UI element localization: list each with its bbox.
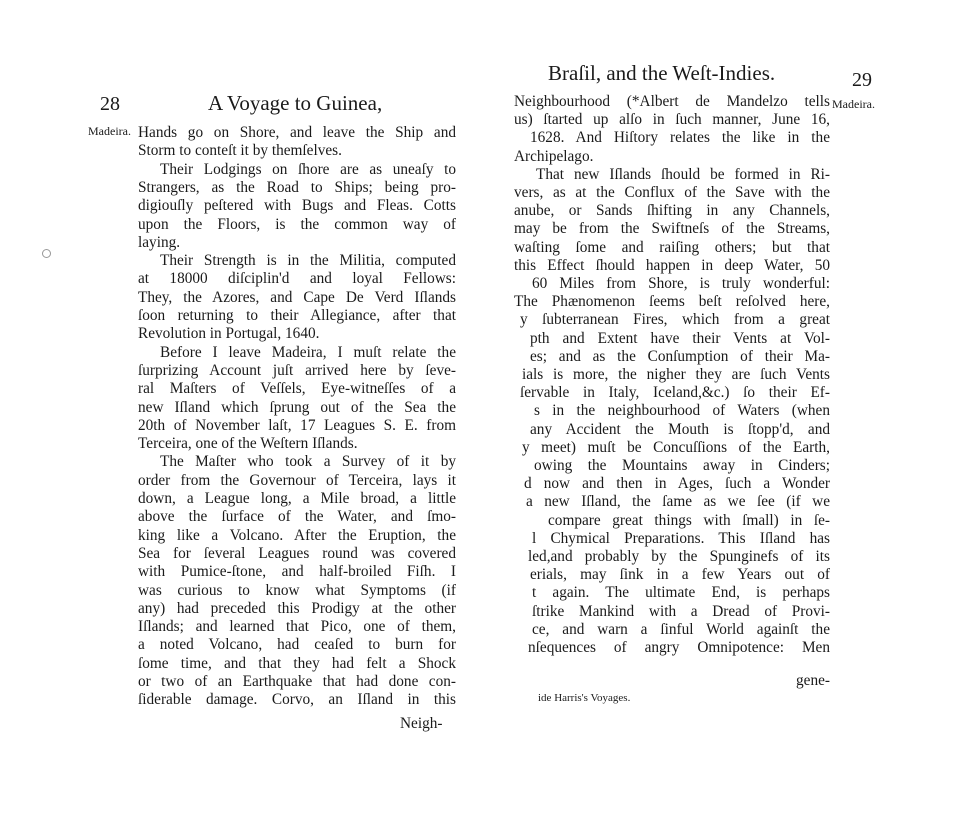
text-line: Terceira, one of the Weſtern Iſlands.	[138, 435, 358, 453]
text-line: s in the neighbourhood of Waters (when	[534, 402, 830, 420]
text-line: new Iſland which ſprung out of the Sea the	[138, 398, 456, 416]
text-line: may be from the Swiftneſs of the Streams,	[514, 220, 830, 238]
text-line: ſome time, and that they had felt a Shock	[138, 654, 456, 672]
text-line: laying.	[138, 233, 181, 251]
text-line: compare great things with ſmall) in ſe-	[548, 511, 830, 529]
text-line: at 18000 diſciplin'd and loyal Fellows:	[138, 270, 456, 288]
text-line: ral Maſters of Veſſels, Eye-witneſſes of a	[138, 380, 456, 398]
text-line: Before I leave Madeira, I muſt relate the	[160, 343, 456, 361]
margin-hole-mark	[42, 249, 51, 258]
running-head: Braſil, and the Weſt-Indies.	[548, 61, 776, 85]
text-line: any) had preceded this Prodigy at the other	[138, 599, 456, 617]
text-line: They, the Azores, and Cape De Verd Iſlands	[138, 288, 456, 306]
page-number: 29	[852, 69, 872, 91]
text-line: king like a Volcano. After the Eruption, the	[138, 526, 456, 544]
text-line: ſervable in Italy, Iceland,&c.) ſo their Ef-	[520, 384, 830, 402]
text-line: pth and Extent have their Vents at Vol-	[530, 329, 830, 347]
text-line: us) ſtarted up alſo in ſuch manner, June 16,	[514, 111, 830, 129]
text-line: Strangers, as the Road to Ships; being pro-	[138, 178, 456, 196]
text-line: The Maſter who took a Survey of it by	[160, 453, 456, 471]
text-line: Revolution in Portugal, 1640.	[138, 325, 320, 343]
text-line: 20th of November laſt, 17 Leagues S. E. from	[138, 416, 456, 434]
text-line: l Chymical Preparations. This Iſland has	[532, 529, 830, 547]
text-line: a noted Volcano, had ceaſed to burn for	[138, 636, 456, 654]
text-line: The Phænomenon ſeems beſt reſolved here,	[514, 293, 830, 311]
text-line: was curious to know what Symptoms (if	[138, 581, 456, 599]
text-line: d now and then in Ages, ſuch a Wonder	[524, 475, 830, 493]
catchword: gene-	[796, 672, 830, 689]
text-line: a new Iſland, the ſame as we ſee (if we	[526, 493, 830, 511]
right-page	[490, 0, 980, 833]
text-line: any Accident the Mouth is ſtopp'd, and	[530, 420, 830, 438]
text-line: 60 Miles from Shore, is truly wonderful:	[532, 275, 830, 292]
margin-note: Madeira.	[88, 124, 131, 138]
text-line: upon the Floors, is the common way of	[138, 215, 456, 233]
text-line: ſiderable damage. Corvo, an Iſland in this	[138, 691, 456, 709]
text-line: Sea for ſeveral Leagues round was covered	[138, 544, 456, 562]
page-number: 28	[100, 93, 120, 115]
footnote: ide Harris's Voyages.	[538, 692, 631, 704]
text-line: ce, and warn a ſinful World againſt the	[532, 620, 830, 638]
margin-note: Madeira.	[832, 97, 875, 111]
text-line: down, a League long, a Mile broad, a little	[138, 490, 456, 507]
text-line: with Pumice-ſtone, and half-broiled Fiſh. I	[138, 563, 456, 581]
text-line: ſurprizing Account juſt arrived here by ſeve-	[138, 361, 456, 379]
text-line: Their Lodgings on ſhore are as uneaſy to	[160, 160, 456, 178]
text-line: Their Strength is in the Militia, computed	[160, 252, 456, 270]
text-line: owing the Mountains away in Cinders;	[534, 457, 830, 474]
text-line: ſoon returning to their Allegiance, after that	[138, 307, 456, 324]
catchword: Neigh-	[400, 715, 443, 732]
text-line: Neighbourhood (*Albert de Mandelzo tells	[514, 93, 830, 110]
text-line: anube, or Sands ſhifting in any Channels,	[514, 202, 830, 220]
running-head: A Voyage to Guinea,	[208, 91, 383, 115]
text-line: Hands go on Shore, and leave the Ship and	[138, 124, 456, 141]
text-line: this Effect ſhould happen in deep Water, 50	[514, 256, 830, 274]
text-line: 1628. And Hiſtory relates the like in the	[530, 129, 830, 147]
text-line: vers, as at the Conflux of the Save with the	[514, 184, 830, 201]
text-line: or two of an Earthquake that had done con-	[138, 673, 456, 690]
text-line: ſtrike Mankind with a Dread of Provi-	[532, 602, 830, 620]
text-line: erials, may ſink in a few Years out of	[530, 566, 830, 584]
text-line: ials is more, the nigher they are ſuch Vents	[522, 366, 830, 383]
text-line: That new Iſlands ſhould be formed in Ri-	[536, 165, 830, 183]
text-line: order from the Governour of Terceira, lays it	[138, 471, 456, 489]
text-line: Iſlands; and learned that Pico, one of them,	[138, 618, 456, 636]
text-line: Archipelago.	[514, 147, 594, 165]
text-line: above the ſurface of the Water, and ſmo-	[138, 508, 456, 526]
text-line: led,and probably by the Spunginefs of its	[528, 548, 830, 565]
text-line: nſequences of angry Omnipotence: Men	[528, 639, 830, 656]
text-line: es; and as the Conſumption of their Ma-	[530, 347, 830, 365]
text-line: waſting ſome and raiſing others; but that	[514, 238, 830, 256]
text-line: Storm to conteſt it by themſelves.	[138, 142, 342, 160]
text-line: y meet) muſt be Concuſſions of the Earth,	[522, 438, 830, 456]
text-line: y ſubterranean Fires, which from a great	[520, 311, 830, 329]
text-line: digiouſly peſtered with Bugs and Fleas. Cotts	[138, 197, 456, 215]
text-line: t again. The ultimate End, is perhaps	[532, 584, 830, 602]
